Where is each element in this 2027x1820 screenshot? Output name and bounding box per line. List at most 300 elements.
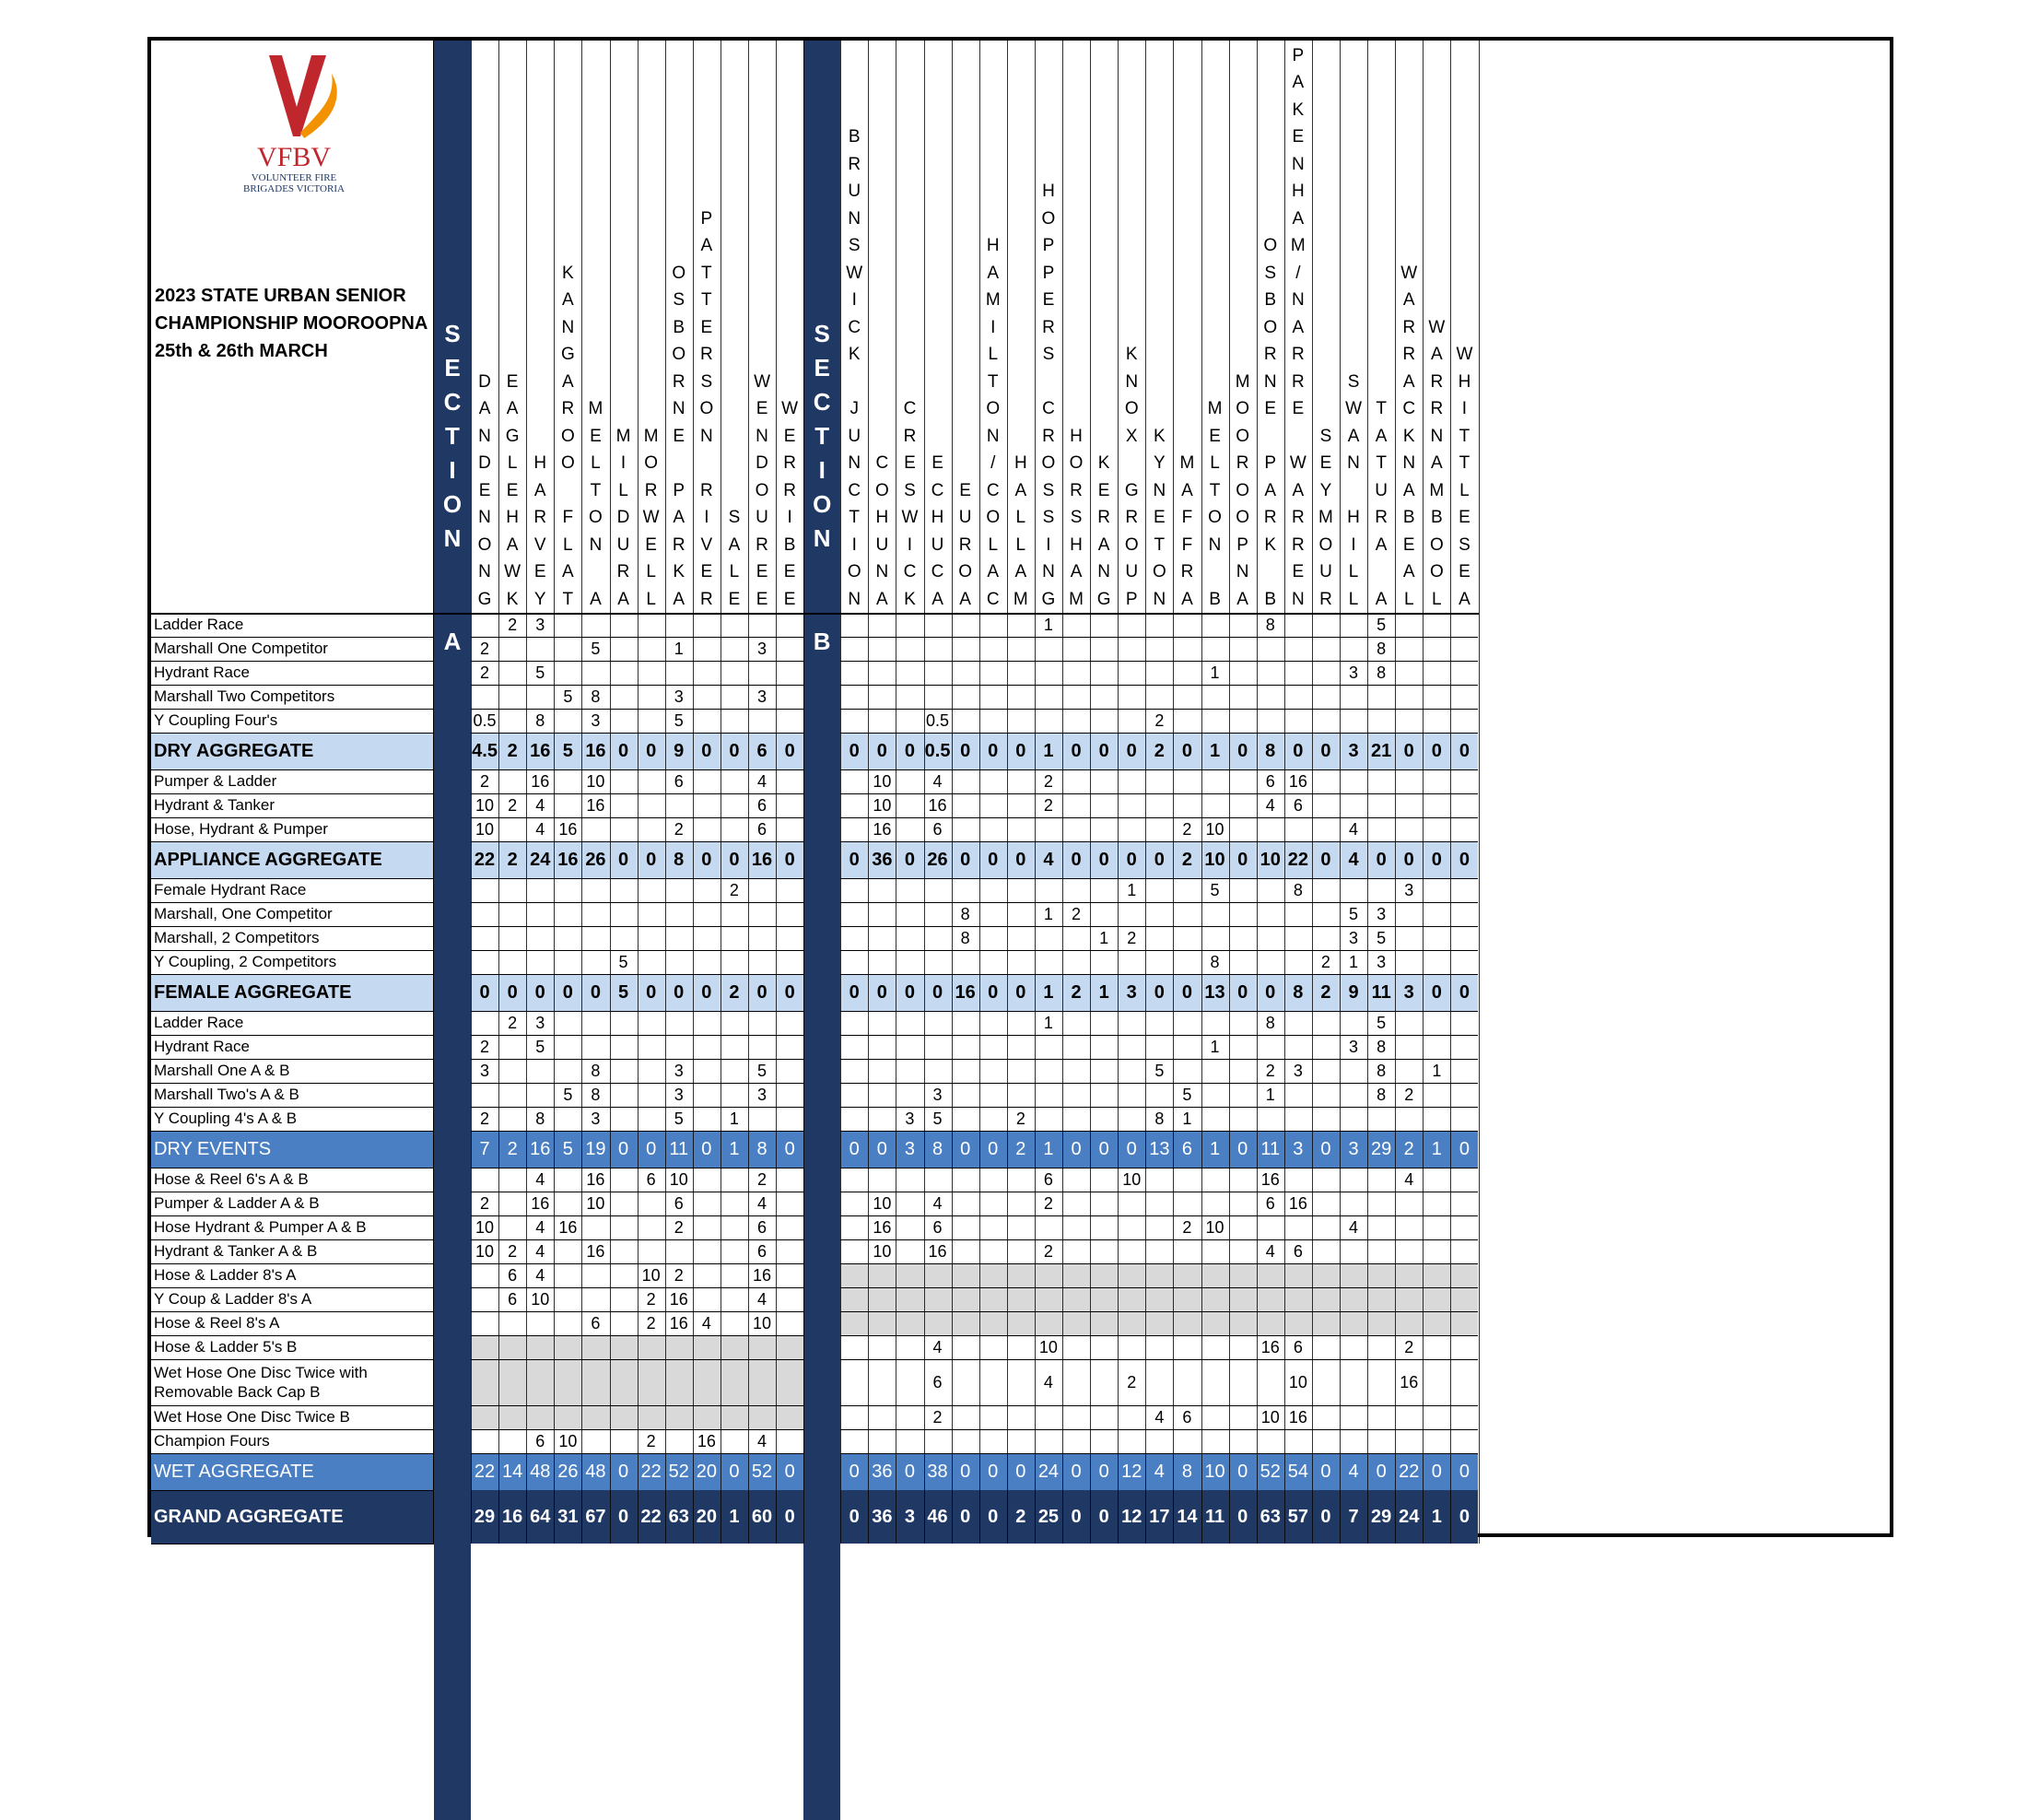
- cell-value: 4: [535, 1266, 545, 1285]
- cell-value: 0: [701, 850, 712, 870]
- rule: [1229, 41, 1230, 1544]
- cell-value: 0: [849, 1507, 860, 1527]
- cell-value: 3: [591, 711, 601, 730]
- section-letter: O: [442, 490, 463, 518]
- cell-value: 10: [475, 1242, 495, 1261]
- rule: [840, 637, 1478, 638]
- cell-value: 6: [1293, 1338, 1303, 1356]
- row-label: Marshall, 2 Competitors: [154, 929, 320, 947]
- header-letter: W: [1345, 399, 1363, 418]
- cell-value: 0: [617, 1507, 629, 1527]
- cell-value: 6: [756, 741, 767, 761]
- section-letter: A: [443, 628, 462, 655]
- rule: [151, 902, 434, 903]
- cell-value: 10: [531, 1290, 550, 1309]
- cell-value: 0: [1459, 741, 1470, 761]
- header-letter: M: [1429, 480, 1445, 500]
- column-a-header-5: [610, 41, 638, 613]
- header-letter: M: [643, 426, 659, 446]
- header-letter: N: [986, 426, 1000, 446]
- header-letter: C: [931, 480, 944, 500]
- row-label: Y Coupling Four's: [154, 711, 278, 730]
- cell-value: 26: [585, 850, 606, 870]
- header-letter: U: [931, 534, 944, 555]
- cell-value: 8: [1265, 741, 1276, 761]
- header-letter: B: [673, 317, 685, 337]
- header-letter: K: [673, 562, 685, 581]
- cell-value: 8: [591, 1062, 601, 1080]
- header-letter: R: [644, 480, 658, 500]
- column-b-header-6: [1007, 41, 1035, 613]
- cell-value: 4: [535, 1170, 545, 1189]
- header-letter: X: [1125, 426, 1138, 446]
- cell-value: 19: [585, 1139, 606, 1159]
- rule: [151, 1490, 434, 1491]
- cell-value: 6: [757, 1218, 767, 1237]
- cell-value: 13: [1204, 982, 1225, 1003]
- header-letter: A: [1097, 534, 1110, 555]
- row-label: DRY EVENTS: [151, 1131, 434, 1168]
- cell-value: 0: [646, 1139, 657, 1159]
- cell-value: 16: [558, 1218, 578, 1237]
- column-b-header-18: [1340, 41, 1367, 613]
- cell-value: 26: [927, 850, 948, 870]
- cell-value: 0: [1098, 1139, 1109, 1159]
- cell-value: 5: [932, 1110, 943, 1128]
- rule: [979, 41, 980, 1544]
- column-b-header-2: [896, 41, 923, 613]
- header-letter: R: [533, 508, 547, 527]
- cell-value: 4: [1348, 1462, 1359, 1482]
- cell-value: 1: [674, 640, 684, 658]
- cell-value: 16: [1288, 1194, 1307, 1213]
- cell-value: 2: [480, 1038, 490, 1056]
- column-b-header-1: [868, 41, 896, 613]
- header-letter: S: [1070, 508, 1083, 527]
- rule: [1062, 41, 1063, 1544]
- cell-value: 6: [1265, 772, 1275, 791]
- cell-value: 4: [1404, 1170, 1414, 1189]
- header-letter: U: [756, 508, 768, 527]
- header-letter: H: [1291, 182, 1305, 201]
- rule: [952, 41, 953, 1544]
- cell-value: 4: [932, 1194, 943, 1213]
- rule: [151, 1405, 434, 1406]
- header-letter: A: [1292, 317, 1305, 337]
- cell-value: 13: [1149, 1139, 1170, 1159]
- header-letter: U: [616, 534, 630, 555]
- header-letter: R: [1291, 371, 1305, 392]
- column-b-header-11: [1145, 41, 1173, 613]
- header-letter: A: [1292, 480, 1305, 500]
- cell-value: 2: [1154, 741, 1165, 761]
- cell-value: 0: [1071, 1462, 1082, 1482]
- header-letter: R: [756, 534, 768, 555]
- title-line-1: 2023 STATE URBAN SENIOR: [155, 286, 406, 306]
- cell-value: 3: [1403, 982, 1414, 1003]
- cell-value: 16: [751, 850, 773, 870]
- cell-value: 60: [751, 1507, 773, 1527]
- cell-value: 67: [585, 1507, 606, 1527]
- cell-value: 10: [475, 1218, 495, 1237]
- header-letter: A: [1264, 480, 1277, 500]
- header-letter: I: [990, 317, 996, 337]
- cell-value: 0: [1071, 741, 1082, 761]
- row-label: Marshall Two's A & B: [154, 1086, 299, 1104]
- header-letter: O: [755, 480, 769, 500]
- header-letter: B: [1431, 508, 1443, 527]
- unused-block-b: [840, 1263, 1478, 1335]
- header-letter: R: [1291, 345, 1305, 364]
- header-letter: B: [1402, 508, 1415, 527]
- header-letter: O: [1069, 453, 1084, 473]
- cell-value: 5: [1182, 1086, 1192, 1104]
- header-letter: E: [1042, 290, 1055, 310]
- header-letter: N: [875, 562, 889, 581]
- page-title: [155, 282, 431, 365]
- cell-value: 16: [1260, 1338, 1280, 1356]
- header-letter: C: [848, 317, 861, 337]
- header-letter: R: [1430, 371, 1444, 392]
- cell-value: 2: [1072, 905, 1082, 923]
- cell-value: 4: [932, 1338, 943, 1356]
- cell-value: 2: [507, 1139, 518, 1159]
- rule: [151, 1263, 434, 1264]
- cell-value: 4: [757, 1432, 767, 1450]
- cell-value: 0: [1265, 982, 1276, 1003]
- cell-value: 26: [557, 1462, 579, 1482]
- header-letter: N: [1263, 371, 1277, 392]
- cell-value: 0: [1320, 1139, 1331, 1159]
- header-letter: M: [1179, 453, 1195, 473]
- cell-value: 4: [535, 820, 545, 839]
- header-letter: A: [1375, 534, 1388, 555]
- cell-value: 0: [1154, 982, 1165, 1003]
- cell-value: 16: [586, 1242, 605, 1261]
- cell-value: 8: [1377, 1086, 1387, 1104]
- rule: [151, 878, 434, 879]
- cell-value: 10: [1260, 850, 1281, 870]
- cell-value: 4: [1154, 1408, 1165, 1427]
- cell-value: 8: [1377, 663, 1387, 682]
- cell-value: 12: [1121, 1462, 1142, 1482]
- cell-value: 3: [1293, 1062, 1303, 1080]
- column-b-header-5: [979, 41, 1007, 613]
- cell-value: 0: [1293, 741, 1304, 761]
- rule: [1007, 41, 1008, 1544]
- cell-value: 29: [1371, 1139, 1392, 1159]
- column-b-header-8: [1062, 41, 1090, 613]
- cell-value: 8: [1265, 1014, 1275, 1032]
- header-letter: E: [1154, 508, 1166, 527]
- cell-value: 6: [757, 796, 767, 815]
- cell-value: 6: [1182, 1408, 1192, 1427]
- rule: [1340, 41, 1341, 1544]
- cell-value: 4: [757, 1290, 767, 1309]
- cell-value: 6: [674, 1194, 684, 1213]
- row-label: Wet Hose One Disc Twice B: [154, 1408, 350, 1427]
- row-label: Hose, Hydrant & Pumper: [154, 820, 328, 839]
- cell-value: 1: [1043, 905, 1053, 923]
- header-letter: R: [1042, 426, 1055, 446]
- cell-value: 14: [1177, 1507, 1198, 1527]
- rule: [1145, 41, 1146, 1544]
- cell-value: 2: [1320, 982, 1331, 1003]
- rule: [151, 841, 434, 842]
- header-letter: A: [1402, 562, 1415, 581]
- rule: [151, 769, 434, 770]
- rule: [840, 1107, 1478, 1108]
- cell-value: 2: [646, 1314, 656, 1333]
- header-letter: A: [1431, 345, 1443, 364]
- header-letter: E: [1402, 534, 1415, 555]
- cell-value: 2: [1265, 1062, 1275, 1080]
- header-letter: A: [1459, 589, 1470, 609]
- rule: [840, 1287, 1478, 1288]
- cell-value: 1: [1043, 1014, 1053, 1032]
- row-label: Hose Hydrant & Pumper A & B: [154, 1218, 367, 1237]
- rule: [840, 709, 1478, 710]
- rule: [151, 1311, 434, 1312]
- cell-value: 10: [586, 1194, 605, 1213]
- cell-value: 2: [508, 1014, 518, 1032]
- rule: [803, 41, 804, 1544]
- header-letter: A: [506, 399, 519, 418]
- header-letter: S: [1264, 263, 1277, 283]
- rule: [1367, 41, 1368, 1544]
- cell-value: 5: [535, 663, 545, 682]
- rule: [840, 685, 1478, 686]
- row-label: FEMALE AGGREGATE: [151, 974, 434, 1011]
- cell-value: 63: [668, 1507, 689, 1527]
- header-letter: O: [477, 534, 492, 555]
- header-letter: A: [1014, 480, 1027, 500]
- header-letter: M: [1235, 371, 1250, 392]
- cell-value: 0: [849, 741, 860, 761]
- cell-value: 2: [1043, 772, 1053, 791]
- column-a-header-2: [526, 41, 554, 613]
- header-letter: S: [904, 480, 916, 500]
- header-letter: K: [1264, 534, 1277, 555]
- header-letter: O: [986, 508, 1001, 527]
- header-letter: N: [1291, 290, 1305, 310]
- rule: [840, 974, 1478, 975]
- cell-value: 0: [1181, 741, 1192, 761]
- header-letter: N: [478, 508, 491, 527]
- cell-value: 2: [480, 640, 490, 658]
- section-letter: C: [813, 388, 831, 416]
- header-letter: H: [1014, 453, 1027, 473]
- header-letter: O: [1124, 534, 1139, 555]
- cell-value: 6: [932, 820, 943, 839]
- rule: [840, 1453, 1478, 1454]
- cell-value: 22: [640, 1507, 662, 1527]
- cell-value: 16: [873, 1218, 892, 1237]
- cell-value: 2: [1071, 982, 1082, 1003]
- rule: [610, 41, 611, 1544]
- title-line-3: 25th & 26th MARCH: [155, 341, 328, 361]
- header-letter: M: [985, 290, 1001, 310]
- cell-value: 0: [1237, 1507, 1248, 1527]
- row-label: Marshall One Competitor: [154, 640, 328, 658]
- header-letter: C: [848, 480, 861, 500]
- cell-value: 22: [474, 850, 496, 870]
- header-letter: Y: [1154, 453, 1166, 473]
- cell-value: 0: [1403, 850, 1414, 870]
- header-letter: C: [986, 589, 1000, 609]
- header-letter: R: [699, 480, 713, 500]
- cell-value: 3: [757, 1086, 767, 1104]
- header-letter: A: [533, 480, 546, 500]
- cell-value: 54: [1287, 1462, 1308, 1482]
- cell-value: 3: [1349, 1038, 1359, 1056]
- row-label: Hydrant Race: [154, 1038, 250, 1056]
- cell-value: 16: [1260, 1170, 1280, 1189]
- header-letter: B: [783, 534, 796, 555]
- cell-value: 8: [756, 1139, 767, 1159]
- row-label: Pumper & Ladder A & B: [154, 1194, 320, 1213]
- header-letter: E: [1097, 480, 1110, 500]
- cell-value: 46: [927, 1507, 948, 1527]
- header-letter: C: [903, 562, 917, 581]
- rule: [840, 661, 1478, 662]
- cell-value: 0: [1098, 850, 1109, 870]
- header-letter: F: [1181, 508, 1193, 527]
- header-letter: O: [847, 562, 861, 581]
- title-line-2: CHAMPIONSHIP MOOROOPNA: [155, 313, 428, 334]
- header-letter: M: [1290, 236, 1306, 255]
- header-letter: T: [1154, 534, 1166, 555]
- rule: [433, 41, 434, 1544]
- header-letter: L: [1348, 562, 1359, 581]
- rule: [151, 1107, 434, 1108]
- cell-value: 3: [932, 1086, 943, 1104]
- cell-value: 2: [508, 1242, 518, 1261]
- cell-value: 2: [1182, 1218, 1192, 1237]
- cell-value: 11: [669, 1139, 689, 1159]
- cell-value: 0: [988, 1462, 999, 1482]
- header-letter: L: [563, 534, 573, 555]
- column-b-header-20: [1395, 41, 1423, 613]
- header-letter: W: [504, 562, 521, 581]
- header-letter: L: [1403, 589, 1414, 609]
- header-letter: H: [533, 453, 547, 473]
- cell-value: 8: [1377, 1038, 1387, 1056]
- header-letter: I: [851, 290, 857, 310]
- cell-value: 0: [1126, 741, 1137, 761]
- rule: [151, 685, 434, 686]
- cell-value: 57: [1287, 1507, 1308, 1527]
- cell-value: 3: [1349, 929, 1359, 947]
- rule: [693, 41, 694, 1544]
- cell-value: 6: [508, 1290, 518, 1309]
- header-letter: D: [756, 453, 768, 473]
- cell-value: 0: [701, 1139, 712, 1159]
- rule: [151, 1287, 434, 1288]
- header-letter: C: [986, 480, 1000, 500]
- cell-value: 10: [586, 772, 605, 791]
- cell-value: 0: [876, 741, 887, 761]
- header-letter: R: [1180, 562, 1194, 581]
- cell-value: 5: [562, 1139, 573, 1159]
- cell-value: 0: [729, 1462, 740, 1482]
- column-a-header-0: [471, 41, 498, 613]
- cell-value: 0: [646, 850, 657, 870]
- rule: [840, 902, 1478, 903]
- header-letter: O: [1263, 317, 1278, 337]
- cell-value: 0: [849, 982, 860, 1003]
- cell-value: 5: [674, 1110, 684, 1128]
- header-letter: R: [1042, 317, 1055, 337]
- cell-value: 0: [1431, 850, 1442, 870]
- cell-value: 1: [1127, 881, 1137, 899]
- header-letter: S: [1319, 426, 1332, 446]
- header-letter: N: [1291, 154, 1305, 174]
- cell-value: 0: [988, 982, 999, 1003]
- header-letter: N: [1153, 480, 1166, 500]
- row-label: Ladder Race: [154, 616, 244, 634]
- cell-value: 7: [479, 1139, 490, 1159]
- cell-value: 17: [1149, 1507, 1170, 1527]
- row-label: Female Hydrant Race: [154, 881, 307, 899]
- cell-value: 10: [753, 1314, 772, 1333]
- header-letter: T: [849, 508, 861, 527]
- cell-value: 16: [502, 1507, 523, 1527]
- header-letter: A: [617, 589, 629, 609]
- header-letter: E: [700, 562, 713, 581]
- header-letter: K: [1402, 426, 1415, 446]
- header-letter: D: [616, 508, 630, 527]
- cell-value: 3: [1349, 663, 1359, 682]
- header-letter: O: [644, 453, 659, 473]
- header-letter: R: [1375, 508, 1388, 527]
- cell-value: 2: [507, 741, 518, 761]
- row-label: Ladder Race: [154, 1014, 244, 1032]
- cell-value: 3: [1293, 1139, 1304, 1159]
- header-letter: T: [701, 290, 712, 310]
- header-letter: E: [1264, 399, 1277, 418]
- header-letter: F: [562, 508, 574, 527]
- header-letter: O: [1124, 399, 1139, 418]
- header-letter: T: [562, 589, 574, 609]
- rule: [840, 841, 1478, 842]
- cell-value: 8: [1377, 640, 1387, 658]
- cell-value: 8: [1181, 1462, 1192, 1482]
- cell-value: 1: [729, 1507, 740, 1527]
- header-letter: A: [1070, 562, 1083, 581]
- row-label: Pumper & Ladder: [154, 772, 277, 791]
- header-letter: U: [1375, 480, 1388, 500]
- rule: [151, 950, 434, 951]
- header-letter: S: [1042, 508, 1055, 527]
- cell-value: 0: [1403, 741, 1414, 761]
- cell-value: 0: [1320, 1462, 1331, 1482]
- header-letter: O: [1318, 534, 1333, 555]
- header-letter: L: [618, 480, 628, 500]
- header-letter: E: [783, 589, 796, 609]
- header-letter: E: [590, 426, 602, 446]
- logo-abbrev: VFBV: [256, 142, 332, 172]
- header-letter: E: [1209, 426, 1221, 446]
- section-letter: T: [814, 422, 830, 450]
- cell-value: 2: [729, 881, 739, 899]
- header-letter: K: [1097, 453, 1110, 473]
- header-letter: E: [904, 453, 916, 473]
- header-letter: C: [1402, 399, 1416, 418]
- cell-value: 24: [1037, 1462, 1060, 1482]
- header-letter: I: [907, 534, 913, 555]
- header-letter: E: [1292, 399, 1305, 418]
